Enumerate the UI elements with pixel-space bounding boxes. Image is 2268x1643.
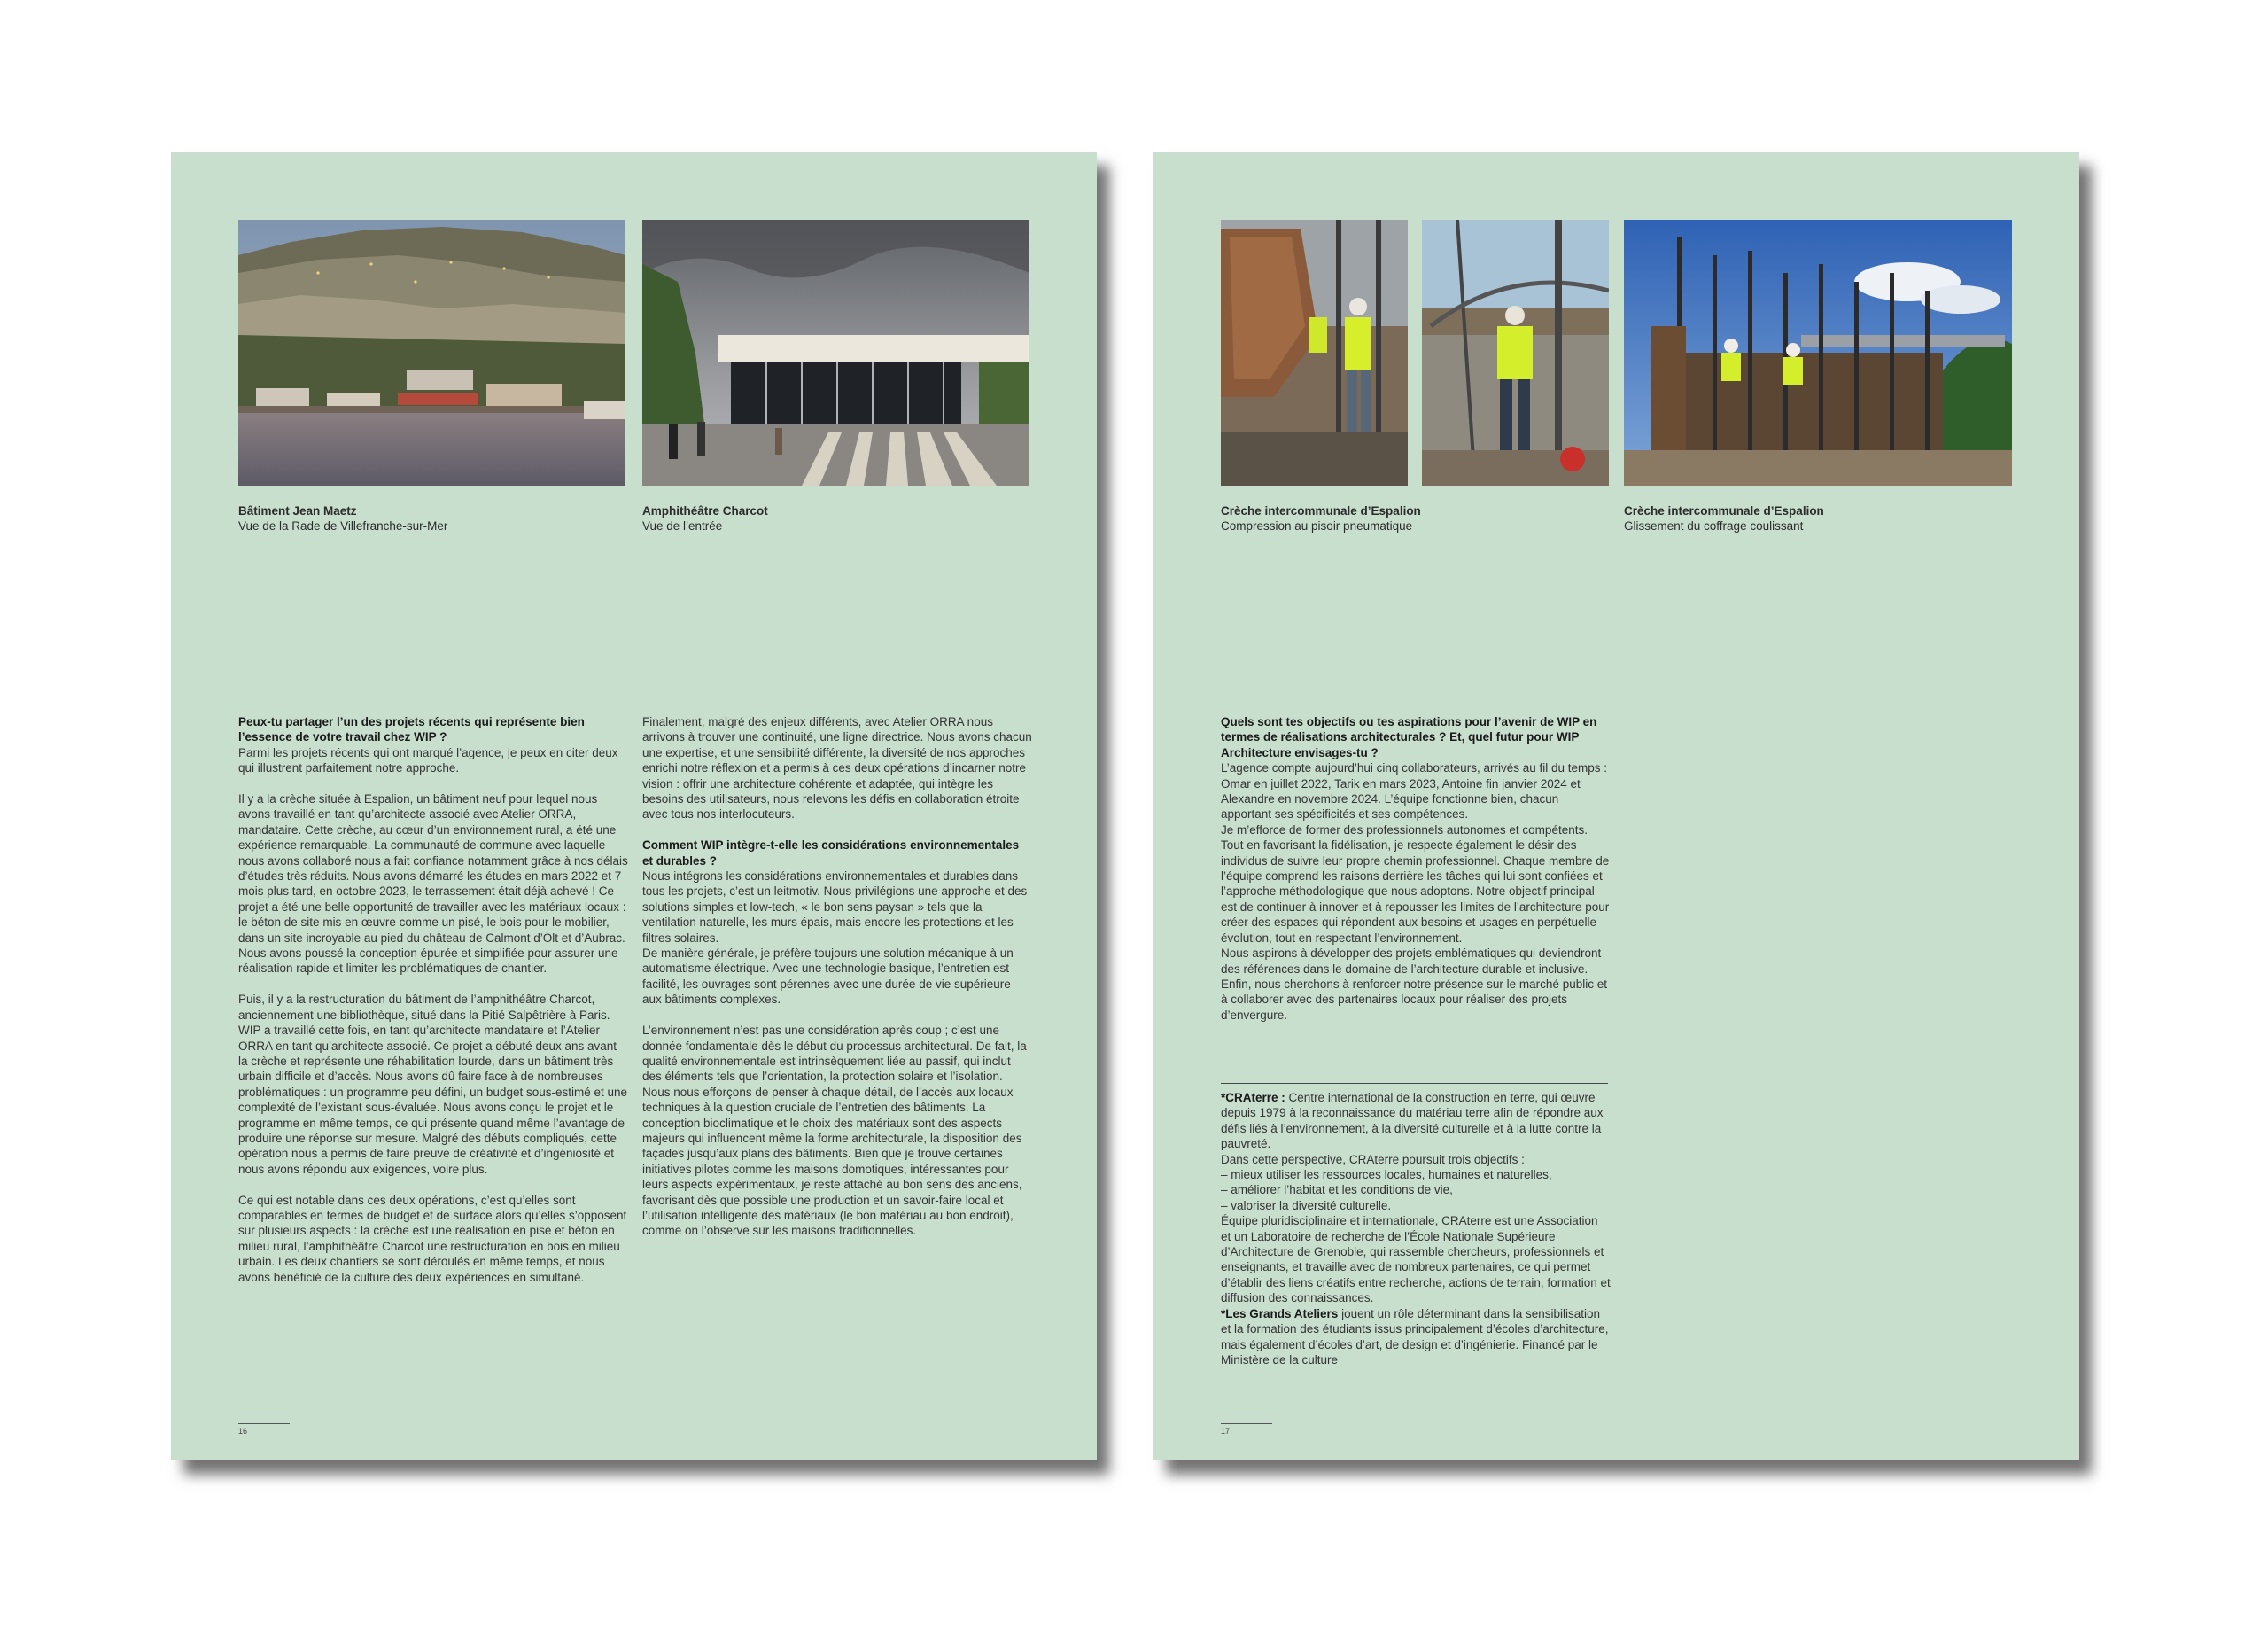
- paragraph: Finalement, malgré des enjeux différents, avec Atelier ORRA nous arrivons à trouver une continuité, une ligne directrice. Nous avons chacun une expertise, et une sensibilité différente, la diversité de nos approches enrichi notre réflexion et a permis à ces deux opérations d’incarner notre vision : offrir une architecture cohérente et adaptée, qui intègre les besoins des utilisateurs, nous relevons les défis en collaboration étroite avec tous nos interlocuteurs.: [642, 715, 1032, 822]
- left-column-1: [238, 714, 628, 1300]
- right-page: [1153, 152, 2079, 1460]
- paragraph: Ce qui est notable dans ces deux opérations, c’est qu’elles sont comparables en termes de budget et de surface alors qu’elles s’opposent sur plusieurs aspects : la crèche est une réalisation en pisé et béton en milieu rural, l’amphithéâtre Charcot une restructuration en bois en milieu urbain. Les deux chantiers se sont déroulés en même temps, et nous avons bénéficié de la culture des deux expériences en simultané.: [238, 1193, 627, 1284]
- paragraph: Nous aspirons à développer des projets emblématiques qui deviendront des références dans le domaine de l’architecture durable et inclusive. Enfin, nous cherchons à renforcer notre présence sur le marché public et à collaborer avec des partenaires locaux pour réaliser des projets d’envergure.: [1221, 946, 1607, 1022]
- page-number-rule: [1221, 1423, 1272, 1424]
- photo-pisoir-pneumatique: [1221, 220, 1408, 486]
- interview-question: Comment WIP intègre-t-elle les considérations environnementales et durables ?: [642, 838, 1020, 868]
- paragraph: L’environnement n’est pas une considération après coup ; c’est une donnée fondamentale dès le début du processus architectural. De fait, la qualité environnementale est intrinsèquement liée au passif, qui inclut des éléments tels que l’orientation, la protection solaire et l’isolation. Nous nous efforçons de penser à chaque détail, de l’accès aux locaux techniques à la question cruciale de l’entretien des bâtiments. La conception bioclimatique et le choix des matériaux sont des aspects majeurs qui influencent même la forme architecturale, la disposition des façades jusqu’aux plans des bâtiments. Bien que je trouve certaines initiatives pilotes comme les maisons domotiques, intéressantes pour leurs aspects expérimentaux, je reste attaché au bon sens des anciens, favorisant dès que possible une production et un savoir-faire local et l’utilisation intelligente des matériaux (le bon matériau au bon endroit), comme on l’observe sur les maisons traditionnelles.: [642, 1024, 1027, 1238]
- caption-subtitle: Glissement du coffrage coulissant: [1624, 519, 1804, 533]
- footnote-team: Équipe pluridisciplinaire et internationale, CRAterre est une Association et un Laboratoire de recherche de l’École Nationale Supérieure d’Architecture de Grenoble, qui rassemble chercheurs, professionnels et enseignants, et travaille avec de nombreux partenaires, ce qui permet d’établir des liens créatifs entre recherche, actions de terrain, formation et diffusion des connaissances.: [1221, 1214, 1611, 1305]
- interview-question: Quels sont tes objectifs ou tes aspirations pour l’avenir de WIP en termes de réalisations architecturales ? Et, quel futur pour WIP Architecture envisages-tu ?: [1221, 715, 1597, 759]
- footnote-label: *Les Grands Ateliers: [1221, 1306, 1339, 1320]
- caption-title: Amphithéâtre Charcot: [642, 504, 768, 518]
- caption-title: Bâtiment Jean Maetz: [238, 504, 357, 518]
- paragraph: L’agence compte aujourd’hui cinq collaborateurs, arrivés au fil du temps : Omar en juillet 2022, Tarik en mars 2023, Antoine fin janvier 2024 et Alexandre en novembre 2024. L’équipe fonctionne bien, chacun apportant ses spécificités et ses compétences.: [1221, 761, 1607, 822]
- photo-amphitheatre: [642, 220, 1029, 486]
- page-number: 17: [1221, 1427, 1231, 1436]
- footnote-text: Centre international de la construction en terre, qui œuvre depuis 1979 à la reconnaissance du matériau terre afin de répondre aux défis liés à l’environnement, à la diversité culturelle et à la lutte contre la pauvreté.: [1221, 1091, 1604, 1151]
- footnote-rule: [1221, 1083, 1608, 1084]
- footnote-intro: Dans cette perspective, CRAterre poursuit trois objectifs :: [1221, 1152, 1525, 1166]
- paragraph: Puis, il y a la restructuration du bâtiment de l’amphithéâtre Charcot, anciennement une bibliothèque, situé dans la Pitié Salpêtrière à Paris. WIP a travaillé cette fois, en tant qu’architecte mandataire et l’Atelier ORRA en tant qu’architecte associé. Ce projet a débuté deux ans avant la crèche et représente une réhabilitation lourde, dans un bâtiment très urbain difficile et d’accès. Nous avons dû faire face à de nombreuses problématiques : un programme peu défini, un budget sous-estimé et une complexité de l’existant sous-évaluée. Nous avons conçu le projet et le programme en même temps, ce qui présente quand même l’avantage de produire une réponse sur mesure. Malgré des débuts compliqués, cette opération nous a permis de faire preuve de créativité et d’ingéniosité et nous avons répondu aux exigences, voire plus.: [238, 993, 628, 1176]
- paragraph: De manière générale, je préfère toujours une solution mécanique à un automatisme électrique. Avec une technologie basique, l’entretien est facilité, les ouvrages sont pérennes avec une durée de vie supérieure aux bâtiments complexes.: [642, 946, 1014, 1007]
- caption-subtitle: Compression au pisoir pneumatique: [1221, 519, 1413, 533]
- caption-creche-espalion-2: [1624, 503, 2014, 533]
- footnote-craterre: [1221, 1090, 1611, 1152]
- interview-question: Peux-tu partager l’un des projets récents qui représente bien l’essence de votre travail chez WIP ?: [238, 715, 585, 744]
- page-number: 16: [238, 1427, 248, 1436]
- caption-subtitle: Vue de l’entrée: [642, 519, 723, 533]
- paragraph: Il y a la crèche située à Espalion, un bâtiment neuf pour lequel nous avons travaillé en tant qu’architecte associé avec Atelier ORRA, mandataire. Cette crèche, au cœur d’un environnement rural, a été une expérience remarquable. La communauté de commune avec laquelle nous avons collaboré nous a fait confiance notamment grâce à nos délais d’études très réduits. Nous avons démarré les études en mars 2022 et 7 mois plus tard, en octobre 2023, le terrassement était déjà achevé ! Ce projet a été une belle opportunité de travailler avec les matériaux locaux : le béton de site mis en œuvre comme un pisé, le bois pour le mobilier, dans un site incroyable au pied du château de Calmont d’Olt et d’Aubrac. Nous avons poussé la conception épurée et simplifiée pour assurer une réalisation rapide et limiter les problématiques de chantier.: [238, 792, 628, 976]
- caption-amphitheatre-charcot: [642, 503, 1032, 533]
- footnote-text: jouent un rôle déterminant dans la sensibilisation et la formation des étudiants issus principalement d’écoles d’architecture, mais également d’écoles d’art, de design et d’ingénierie. Financé par le Ministère de la culture: [1221, 1306, 1609, 1367]
- footnote-objective: – améliorer l’habitat et les conditions de vie,: [1221, 1183, 1453, 1197]
- right-column-1: [1221, 714, 1611, 1039]
- caption-batiment-jean-maetz: [238, 503, 628, 533]
- photo-pisoir-worker: [1422, 220, 1609, 486]
- caption-creche-espalion-1: [1221, 503, 1611, 533]
- left-page: [171, 152, 1097, 1460]
- page-number-rule: [238, 1423, 290, 1424]
- footnote-objective: – valoriser la diversité culturelle.: [1221, 1198, 1392, 1212]
- caption-subtitle: Vue de la Rade de Villefranche-sur-Mer: [238, 519, 448, 533]
- footnotes: [1221, 1090, 1611, 1367]
- footnote-ateliers: [1221, 1306, 1611, 1368]
- caption-title: Crèche intercommunale d’Espalion: [1221, 504, 1421, 518]
- paragraph: Parmi les projets récents qui ont marqué l’agence, je peux en citer deux qui illustrent parfaitement notre approche.: [238, 745, 618, 775]
- photo-villefranche: [238, 220, 625, 486]
- paragraph: Nous intégrons les considérations environnementales et durables dans tous les projets, c’est un leitmotiv. Nous privilégions une approche et des solutions simples et low-tech, « le bon sens paysan » tels que la ventilation naturelle, les murs épais, mais encore les protections et les filtres solaires.: [642, 869, 1028, 945]
- paragraph: Je m’efforce de former des professionnels autonomes et compétents. Tout en favorisant la fidélisation, je respecte également le désir des individus de suivre leur propre chemin professionnel. Chaque membre de l’équipe comprend les raisons derrière les tâches qui lui sont confiées et l’approche méthodologique que nous adoptons. Notre objectif principal est de continuer à innover et à repousser les limites de l’architecture pour créer des espaces qui répondent aux besoins et usages en perpétuelle évolution, tout en respectant l’environnement.: [1221, 822, 1610, 945]
- footnote-objective: – mieux utiliser les ressources locales, humaines et naturelles,: [1221, 1168, 1552, 1182]
- photo-coffrage-coulissant: [1624, 220, 2012, 486]
- caption-title: Crèche intercommunale d’Espalion: [1624, 504, 1824, 518]
- footnote-label: *CRAterre :: [1221, 1091, 1285, 1104]
- left-column-2: [642, 714, 1032, 1254]
